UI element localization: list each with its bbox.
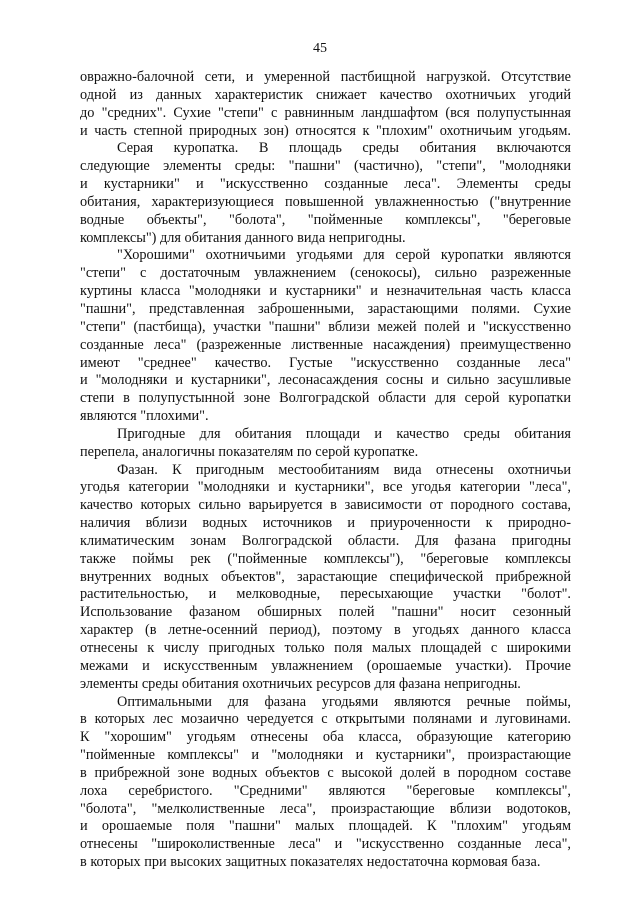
text-line: межами и искусственным увлажнением (орошаемые участки). Прочие: [80, 657, 571, 674]
text-line: водные объекты", "болота", "пойменные комплексы", "береговые: [80, 211, 571, 228]
text-line: Использование фазаном обширных полей "пашни" носит сезонный: [80, 604, 571, 621]
text-line: овражно-балочной сети, и умеренной пастбищной нагрузкой. Отсутствие: [80, 69, 571, 85]
text-line: обитания, характеризующиеся повышенной увлажненностью ("внутренние: [80, 193, 571, 210]
paragraph-start-line: Пригодные для обитания площади и качество среды обитания: [117, 425, 571, 442]
text-line: климатическим зонам Волгоградской области. Для фазана пригодны: [80, 532, 571, 549]
body-text: [80, 69, 571, 872]
paragraph-start-line: Серая куропатка. В площадь среды обитания включаются: [117, 140, 571, 157]
paragraph-end-line: элементы среды обитания охотничьих ресурсов для фазана непригодны.: [80, 675, 521, 692]
text-line: одной из данных характеристик снижает качество охотничьих угодий: [80, 86, 571, 103]
text-line: характер (в летне-осенний период), поэтому в угодьях данного класса: [80, 622, 571, 639]
text-line: имеют "среднее" качество. Густые "искусственно созданные леса": [80, 354, 571, 371]
text-line: отнесены "широколиственные леса" и "искусственно созданные леса",: [80, 836, 571, 853]
text-line: и орошаемые поля "пашни" малых площадей. К "плохим" угодьям: [80, 818, 571, 835]
paragraph-start-line: Фазан. К пригодным местообитаниям вида отнесены охотничьи: [117, 461, 571, 478]
paragraph-end-line: комплексы") для обитания данного вида непригодны.: [80, 229, 406, 246]
text-line: "степи" с достаточным увлажнением (сенокосы), сильно разреженные: [80, 265, 571, 282]
text-line: растительностью, и мелководные, пересыхающие участки "болот".: [80, 586, 571, 603]
text-line: и "молодняки и кустарники", лесонасаждения сосны и сильно засушливые: [80, 372, 571, 389]
text-line: также поймы рек ("пойменные комплексы"), "береговые комплексы: [80, 550, 571, 567]
paragraph-start-line: Оптимальными для фазана угодьями являются речные поймы,: [117, 693, 571, 710]
text-line: и часть степной природных зон) относятся к "плохим" охотничьим угодьям.: [80, 122, 571, 139]
text-line: лоха серебристого. "Средними" являются "береговые комплексы",: [80, 782, 571, 799]
text-line: и кустарники" и "искусственно созданные леса". Элементы среды: [80, 176, 571, 193]
text-line: куртины класса "молодняки и кустарники" и незначительная часть класса: [80, 283, 571, 300]
page-number: 45: [313, 41, 327, 56]
text-line: следующие элементы среды: "пашни" (частично), "степи", "молодняки: [80, 158, 571, 175]
paragraph-end-line: перепела, аналогичны показателям по серой куропатке.: [80, 443, 419, 460]
text-line: "пойменные комплексы" и "молодняки и кустарники", произрастающие: [80, 747, 571, 764]
text-line: угодья категории "молодняки и кустарники", все угодья категории "леса",: [80, 479, 571, 496]
text-line: качество которых сильно варьируется в зависимости от породного состава,: [80, 497, 571, 514]
text-line: созданные леса" (разреженные лиственные насаждения) преимущественно: [80, 336, 571, 353]
paragraph-end-line: в которых при высоких защитных показателях недостаточна кормовая база.: [80, 854, 541, 871]
text-line: К "хорошим" угодьям отнесены оба класса, образующие категорию: [80, 729, 571, 746]
text-line: "степи" (пастбища), участки "пашни" вблизи межей полей и "искусственно: [80, 318, 571, 335]
paragraph-end-line: являются "плохими".: [80, 408, 209, 425]
text-line: в которых лес мозаично чередуется с открытыми полянами и луговинами.: [80, 711, 571, 728]
text-line: в прибрежной зоне водных объектов с высокой долей в породном составе: [80, 764, 571, 781]
text-line: "пашни", представленная заброшенными, зарастающими полями. Сухие: [80, 300, 571, 317]
text-line: степи в полупустынной зоне Волгоградской области для серой куропатки: [80, 390, 571, 407]
text-line: внутренних водных объектов", зарастающие специфической прибрежной: [80, 568, 571, 585]
text-line: "болота", "мелколиственные леса", произрастающие вблизи водотоков,: [80, 800, 571, 817]
text-line: отнесены к числу пригодных только поля малых площадей с широкими: [80, 640, 571, 656]
paragraph-start-line: "Хорошими" охотничьими угодьями для серой куропатки являются: [117, 247, 571, 264]
text-line: до "средних". Сухие "степи" с равнинным ландшафтом (вся полупустынная: [80, 104, 571, 121]
text-line: наличия вблизи водных источников и приуроченности к природно-: [80, 515, 571, 532]
